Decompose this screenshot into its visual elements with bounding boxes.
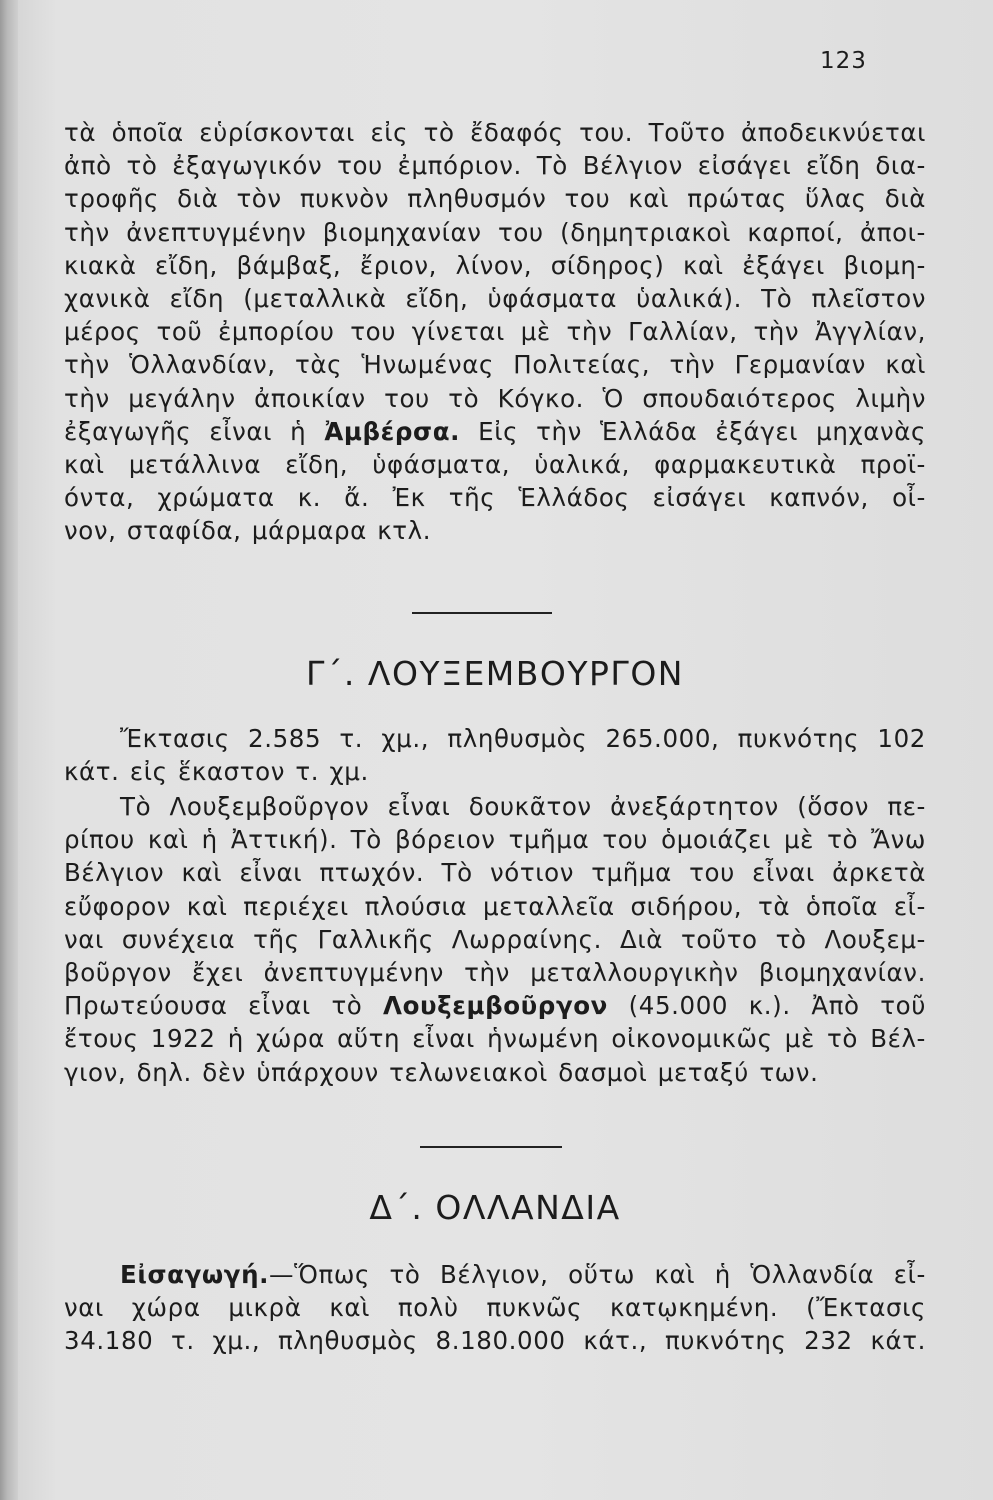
text-line: ναι συνέχεια τῆς Γαλλικῆς Λωρραίνης. Διὰ τοῦτο τὸ Λουξεμ- bbox=[64, 924, 926, 954]
text-line: εὔφορον καὶ περιέχει πλούσια μεταλλεῖα σιδήρου, τὰ ὁποῖα εἶ- bbox=[64, 891, 926, 921]
page-number: 123 bbox=[820, 48, 867, 74]
section-divider bbox=[420, 1146, 562, 1148]
luxembourg-stats-paragraph bbox=[64, 722, 926, 788]
text-line: κιακὰ εἴδη, βάμβαξ, ἔριον, λίνον, σίδηρος) καὶ ἐξάγει βιομη- bbox=[64, 250, 926, 280]
text-segment: (45.000 κ.). Ἀπὸ τοῦ bbox=[607, 991, 926, 1021]
text-segment: —Ὅπως τὸ Βέλγιον, οὕτω καὶ ἡ Ὁλλανδία εἶ- bbox=[269, 1260, 926, 1289]
section-heading-netherlands: Δ΄. ΟΛΛΑΝΔΙΑ bbox=[369, 1188, 621, 1227]
capital-luxembourg: Λουξεμβοῦργον bbox=[383, 991, 608, 1021]
text-line: τὴν μεγάλην ἀποικίαν του τὸ Κόγκο. Ὁ σπουδαιότερος λιμὴν bbox=[64, 383, 926, 413]
text-line: κάτ. εἰς ἕκαστον τ. χμ. bbox=[64, 757, 369, 787]
text-line: ἀπὸ τὸ ἐξαγωγικόν του ἐμπόριον. Τὸ Βέλγιον εἰσάγει εἴδη δια- bbox=[64, 151, 926, 181]
text-line: 34.180 τ. χμ., πληθυσμὸς 8.180.000 κάτ., πυκνότης 232 κάτ. bbox=[64, 1326, 926, 1356]
port-antwerp: Ἀμβέρσα. bbox=[324, 416, 461, 446]
text-line: τὴν Ὁλλανδίαν, τὰς Ἡνωμένας Πολιτείας, τὴν Γερμανίαν καὶ bbox=[64, 350, 926, 380]
text-line: Ἔκτασις 2.585 τ. χμ., πληθυσμὸς 265.000, πυκνότης 102 bbox=[120, 724, 926, 753]
text-line: ρίπου καὶ ἡ Ἀττική). Τὸ βόρειον τμῆμα του ὁμοιάζει μὲ τὸ Ἄνω bbox=[64, 825, 926, 855]
text-line: μέρος τοῦ ἐμπορίου του γίνεται μὲ τὴν Γαλλίαν, τὴν Ἀγγλίαν, bbox=[64, 317, 926, 347]
text-line: Τὸ Λουξεμβοῦργον εἶναι δουκᾶτον ἀνεξάρτητον (ὅσον πε- bbox=[120, 792, 926, 821]
text-line: Βέλγιον καὶ εἶναι πτωχόν. Τὸ νότιον τμῆμα του εἶναι ἀρκετὰ bbox=[64, 858, 926, 888]
text-line bbox=[64, 989, 926, 1022]
text-line: τὰ ὁποῖα εὑρίσκονται εἰς τὸ ἔδαφός του. Τοῦτο ἀποδεικνύεται bbox=[64, 118, 926, 147]
text-line: τροφῆς διὰ τὸν πυκνὸν πληθυσμόν του καὶ πρώτας ὕλας διὰ bbox=[64, 184, 926, 214]
section-heading-luxembourg: Γ΄. ΛΟΥΞΕΜΒΟΥΡΓΟΝ bbox=[306, 654, 684, 693]
luxembourg-description-paragraph bbox=[64, 790, 926, 1089]
text-line: όντα, χρώματα κ. ἄ. Ἐκ τῆς Ἑλλάδος εἰσάγει καπνόν, οἶ- bbox=[64, 483, 926, 513]
text-line: νον, σταφίδα, μάρμαρα κτλ. bbox=[64, 516, 432, 546]
text-line: γιον, δηλ. δὲν ὑπάρχουν τελωνειακοὶ δασμοὶ μεταξύ των. bbox=[64, 1057, 819, 1087]
text-line: καὶ μετάλλινα εἴδη, ὑφάσματα, ὑαλικά, φαρμακευτικὰ προϊ- bbox=[64, 450, 926, 480]
netherlands-intro-paragraph bbox=[64, 1258, 926, 1358]
text-line: ἔτους 1922 ἡ χώρα αὕτη εἶναι ἡνωμένη οἰκονομικῶς μὲ τὸ Βέλ- bbox=[64, 1024, 926, 1054]
text-line: βοῦργον ἔχει ἀνεπτυγμένην τὴν μεταλλουργικὴν βιομηχανίαν. bbox=[64, 958, 926, 988]
text-segment: Πρωτεύουσα εἶναι τὸ bbox=[64, 991, 384, 1021]
text-line: τὴν ἀνεπτυγμένην βιομηχανίαν του (δημητριακοὶ καρποί, ἀποι- bbox=[64, 217, 926, 247]
text-segment: Εἰς τὴν Ἑλλάδα ἐξάγει μηχανὰς bbox=[460, 416, 926, 446]
text-segment: ἐξαγωγῆς εἶναι ἡ bbox=[64, 416, 325, 446]
intro-label: Εἰσαγωγή. bbox=[120, 1260, 270, 1289]
text-line bbox=[64, 415, 926, 448]
section-divider bbox=[412, 612, 552, 614]
belgium-trade-paragraph bbox=[64, 116, 926, 548]
text-line bbox=[64, 1258, 926, 1291]
text-line: ναι χώρα μικρὰ καὶ πολὺ πυκνῶς κατῳκημένη. (Ἔκτασις bbox=[64, 1293, 926, 1323]
text-line: χανικὰ εἴδη (μεταλλικὰ εἴδη, ὑφάσματα ὑαλικά). Τὸ πλεῖστον bbox=[64, 284, 926, 314]
book-binding-shadow bbox=[0, 0, 18, 1500]
